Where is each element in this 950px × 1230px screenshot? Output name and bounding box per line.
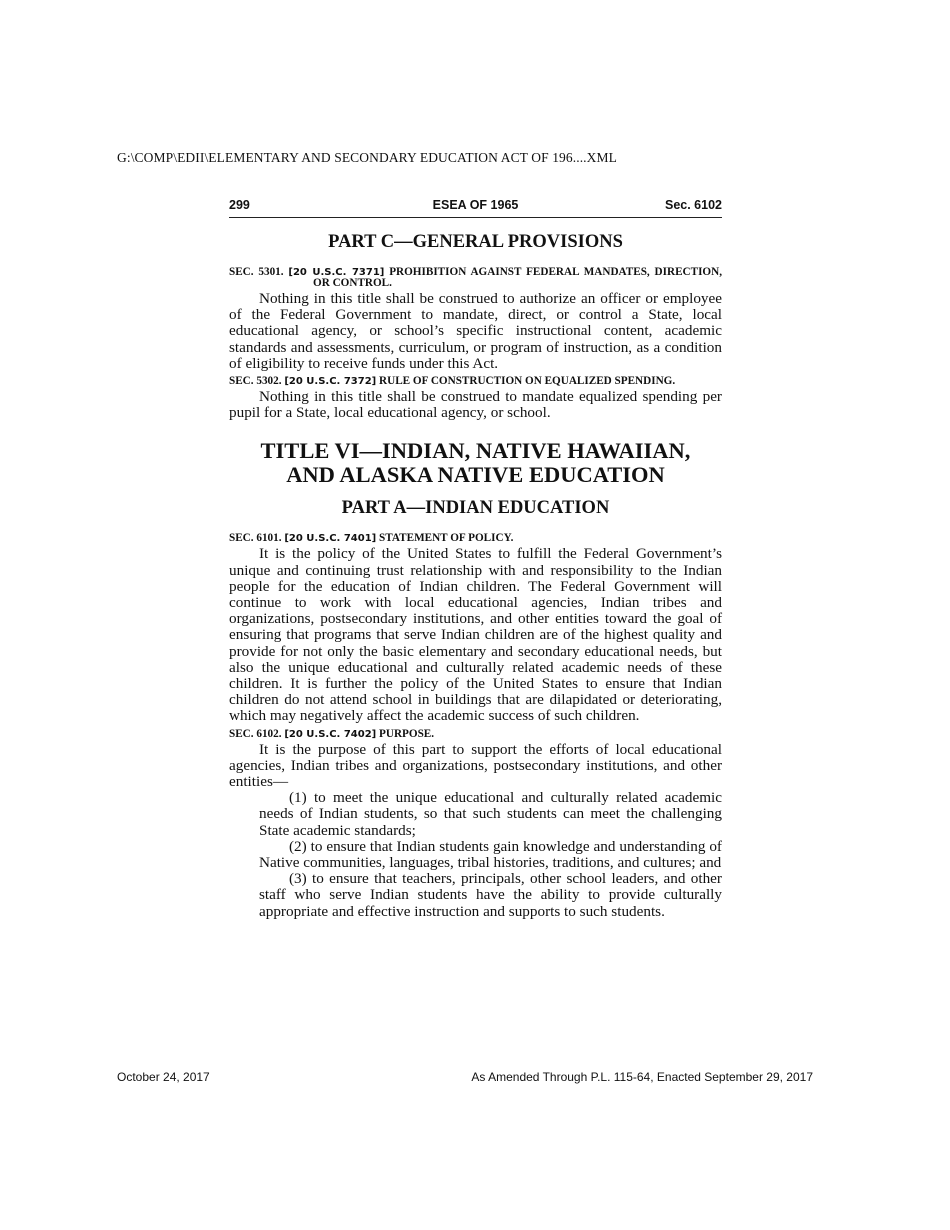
sec-5301-label: SEC. 5301.	[229, 266, 284, 278]
footer-amendment: As Amended Through P.L. 115-64, Enacted September 29, 2017	[471, 1070, 813, 1084]
sec-6101-body: It is the policy of the United States to fulfill the Federal Government’s unique and continuing trust relationship with and responsibility to the Indian people for the education of Indian children. The Federal Government will continue to work with local educational agencies, Indian tribes and organizations, postsecondary institutions, and other entities toward the goal of ensuring that programs that serve Indian children are of the highest quality and provide for not only the basic elementary and secondary educational needs, but also the unique educational and culturally related academic needs of these children. It is further the policy of the United States to ensure that Indian children do not attend school in buildings that are dilapidated or deteriorating, which may negatively affect the academic success of such children.	[229, 545, 722, 725]
sec-6101-heading	[229, 533, 722, 544]
part-c-heading: PART C—GENERAL PROVISIONS	[328, 232, 623, 252]
footer-date: October 24, 2017	[117, 1070, 210, 1084]
sec-6102-item-1: (1) to meet the unique educational and culturally related academic needs of Indian students, so that such students can meet the challenging State academic standards;	[259, 789, 722, 839]
sec-5302-heading	[229, 376, 722, 387]
sec-6102-item-2: (2) to ensure that Indian students gain knowledge and understanding of Native communities, languages, tribal histories, traditions, and cultures; and	[259, 837, 722, 872]
sec-5302-label: SEC. 5302.	[229, 375, 282, 388]
sec-6101-label: SEC. 6101.	[229, 532, 282, 545]
title-vi-line-2: AND ALASKA NATIVE EDUCATION	[286, 462, 665, 488]
document-body	[229, 227, 722, 920]
sec-5301-citation: [20 U.S.C. 7371]	[288, 267, 385, 278]
part-a-heading: PART A—INDIAN EDUCATION	[341, 498, 610, 519]
act-name: ESEA OF 1965	[432, 198, 519, 212]
section-reference: Sec. 6102	[665, 198, 722, 212]
sec-6101-citation: [20 U.S.C. 7401]	[284, 533, 377, 545]
title-vi-heading	[229, 439, 722, 487]
sec-6102-item-3: (3) to ensure that teachers, principals, other school leaders, and other staff who serve Indian students have the ability to provide culturally appropriate and effective instruction and supports to such students.	[259, 870, 722, 920]
sec-6102-citation: [20 U.S.C. 7402]	[284, 728, 377, 740]
sec-6102-intro: It is the purpose of this part to support the efforts of local educational agencies, Indian tribes and organizations, postsecondary institutions, and other entities—	[229, 740, 722, 791]
sec-5302-citation: [20 U.S.C. 7372]	[284, 376, 377, 388]
sec-6102-heading	[229, 729, 722, 740]
running-head	[229, 198, 722, 218]
sec-5302-title: RULE OF CONSTRUCTION ON EQUALIZED SPENDING.	[379, 375, 676, 388]
sec-5301-title: PROHIBITION AGAINST FEDERAL MANDATES, DIRECTION, OR CONTROL.	[313, 266, 723, 289]
sec-6102-title: PURPOSE.	[379, 727, 435, 740]
sec-6102-label: SEC. 6102.	[229, 727, 282, 740]
sec-6101-title: STATEMENT OF POLICY.	[379, 532, 514, 545]
title-vi-line-1: TITLE VI—INDIAN, NATIVE HAWAIIAN,	[260, 438, 691, 464]
sec-5301-body: Nothing in this title shall be construed to authorize an officer or employee of the Federal Government to mandate, direct, or control a State, local educational agency, or school’s specific instructional content, academic standards and assessments, curriculum, or program of instruction, as a condition of eligibility to receive funds under this Act.	[229, 290, 722, 372]
page-number: 299	[229, 198, 250, 212]
sec-5302-body: Nothing in this title shall be construed to mandate equalized spending per pupil for a State, local educational agency, or school.	[229, 388, 722, 422]
file-path: G:\COMP\EDII\ELEMENTARY AND SECONDARY EDUCATION ACT OF 196....XML	[117, 150, 617, 165]
sec-5301-heading	[229, 267, 722, 289]
